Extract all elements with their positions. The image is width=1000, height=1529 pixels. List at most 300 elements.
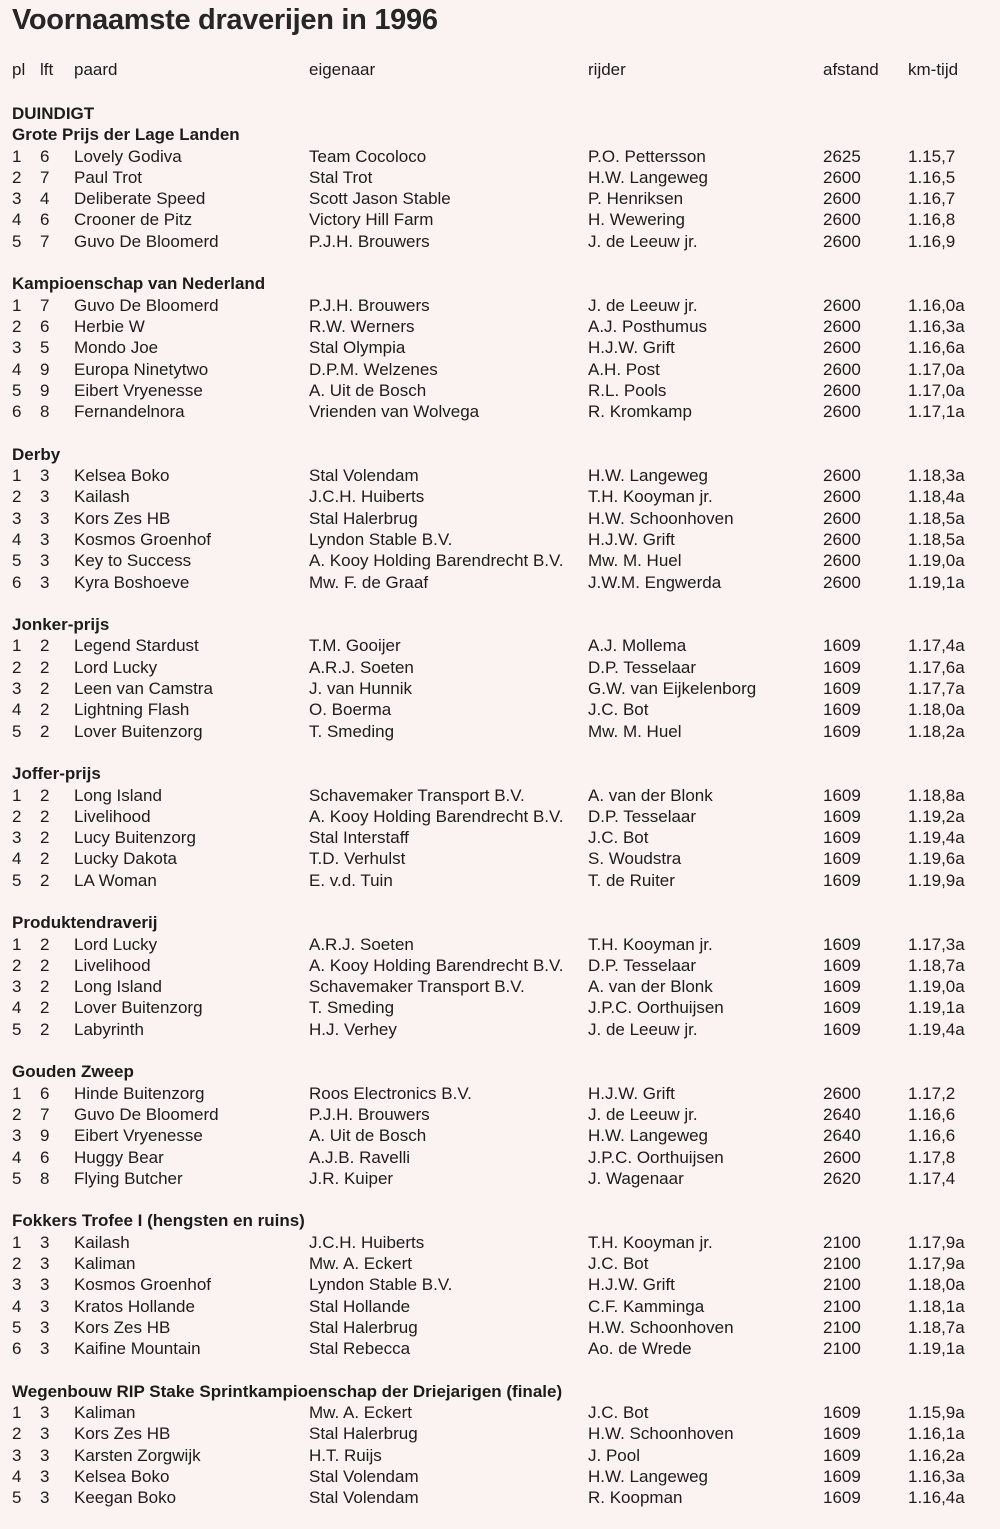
section-spacer bbox=[0, 742, 1000, 763]
cell-kmtijd: 1.17,9a bbox=[908, 1254, 965, 1274]
cell-paard: Kosmos Groenhof bbox=[74, 529, 212, 549]
cell-kmtijd: 1.18,0a bbox=[908, 1275, 965, 1295]
cell-paard: Kelsea Boko bbox=[74, 466, 170, 486]
cell-paard: Long Island bbox=[74, 977, 162, 997]
cell-afstand: 1609 bbox=[823, 828, 861, 848]
cell-paard: Kaifine Mountain bbox=[74, 1339, 201, 1359]
cell-pl: 3 bbox=[12, 189, 22, 209]
cell-rijder: J.P.C. Oorthuijsen bbox=[588, 1147, 724, 1167]
header-pl: pl bbox=[12, 60, 26, 79]
cell-paard: LA Woman bbox=[74, 870, 157, 890]
cell-lft: 7 bbox=[40, 167, 50, 187]
cell-paard: Kors Zes HB bbox=[74, 508, 171, 528]
cell-rijder: A.H. Post bbox=[588, 359, 660, 379]
result-row bbox=[0, 1253, 1000, 1274]
cell-pl: 2 bbox=[12, 487, 22, 507]
section-spacer bbox=[0, 1040, 1000, 1061]
cell-pl: 5 bbox=[12, 1019, 22, 1039]
cell-eigenaar: J.C.H. Huiberts bbox=[309, 1232, 425, 1252]
cell-pl: 3 bbox=[12, 828, 22, 848]
cell-rijder: G.W. van Eijkelenborg bbox=[588, 679, 757, 699]
cell-kmtijd: 1.18,2a bbox=[908, 721, 965, 741]
result-row bbox=[0, 572, 1000, 593]
race-title: Wegenbouw RIP Stake Sprintkampioenschap der Driejarigen (finale) bbox=[12, 1381, 563, 1401]
race-title: Jonker-prijs bbox=[12, 615, 110, 635]
cell-pl: 3 bbox=[12, 338, 22, 358]
cell-eigenaar: P.J.H. Brouwers bbox=[309, 231, 430, 251]
result-row bbox=[0, 785, 1000, 806]
cell-pl: 1 bbox=[12, 785, 22, 805]
cell-eigenaar: A. Kooy Holding Barendrecht B.V. bbox=[309, 806, 564, 826]
cell-afstand: 1609 bbox=[823, 977, 861, 997]
cell-paard: Lord Lucky bbox=[74, 657, 158, 677]
cell-paard: Deliberate Speed bbox=[74, 189, 206, 209]
cell-pl: 4 bbox=[12, 210, 22, 230]
race-section bbox=[0, 273, 1000, 422]
cell-lft: 3 bbox=[40, 1275, 50, 1295]
cell-paard: Lightning Flash bbox=[74, 700, 190, 720]
cell-paard: Lucy Buitenzorg bbox=[74, 828, 196, 848]
cell-afstand: 2600 bbox=[823, 466, 861, 486]
cell-paard: Crooner de Pitz bbox=[74, 210, 193, 230]
cell-kmtijd: 1.19,0a bbox=[908, 977, 965, 997]
cell-lft: 6 bbox=[40, 210, 50, 230]
result-row bbox=[0, 337, 1000, 358]
cell-paard: Kailash bbox=[74, 1232, 130, 1252]
cell-pl: 2 bbox=[12, 167, 22, 187]
result-row bbox=[0, 678, 1000, 699]
section-spacer bbox=[0, 1360, 1000, 1381]
cell-lft: 3 bbox=[40, 551, 50, 571]
result-row bbox=[0, 1317, 1000, 1338]
cell-lft: 2 bbox=[40, 785, 50, 805]
cell-kmtijd: 1.16,7 bbox=[908, 189, 956, 209]
result-row bbox=[0, 209, 1000, 230]
cell-lft: 7 bbox=[40, 1104, 50, 1124]
cell-paard: Eibert Vryenesse bbox=[74, 380, 203, 400]
cell-lft: 2 bbox=[40, 828, 50, 848]
result-row bbox=[0, 1125, 1000, 1146]
cell-eigenaar: Stal Volendam bbox=[309, 1488, 419, 1508]
cell-lft: 3 bbox=[40, 487, 50, 507]
cell-rijder: J. Pool bbox=[588, 1445, 640, 1465]
cell-pl: 2 bbox=[12, 955, 22, 975]
cell-lft: 2 bbox=[40, 721, 50, 741]
cell-kmtijd: 1.18,7a bbox=[908, 1317, 965, 1337]
cell-eigenaar: J.R. Kuiper bbox=[309, 1168, 394, 1188]
cell-paard: Lucky Dakota bbox=[74, 849, 177, 869]
cell-eigenaar: Stal Volendam bbox=[309, 466, 419, 486]
cell-lft: 5 bbox=[40, 338, 50, 358]
cell-paard: Kors Zes HB bbox=[74, 1424, 171, 1444]
cell-pl: 3 bbox=[12, 679, 22, 699]
cell-eigenaar: Stal Halerbrug bbox=[309, 1424, 418, 1444]
result-row bbox=[0, 934, 1000, 955]
cell-eigenaar: Stal Halerbrug bbox=[309, 508, 418, 528]
cell-eigenaar: Lyndon Stable B.V. bbox=[309, 529, 453, 549]
cell-lft: 7 bbox=[40, 295, 50, 315]
result-row bbox=[0, 1445, 1000, 1466]
cell-eigenaar: Team Cocoloco bbox=[309, 146, 427, 166]
cell-kmtijd: 1.17,0a bbox=[908, 380, 965, 400]
cell-afstand: 2100 bbox=[823, 1254, 861, 1274]
cell-afstand: 1609 bbox=[823, 806, 861, 826]
cell-afstand: 2600 bbox=[823, 487, 861, 507]
cell-paard: Long Island bbox=[74, 785, 162, 805]
result-row bbox=[0, 976, 1000, 997]
cell-paard: Keegan Boko bbox=[74, 1488, 177, 1508]
cell-rijder: J.C. Bot bbox=[588, 1254, 649, 1274]
cell-rijder: Ao. de Wrede bbox=[588, 1339, 692, 1359]
cell-afstand: 1609 bbox=[823, 636, 861, 656]
cell-pl: 5 bbox=[12, 231, 22, 251]
cell-rijder: H.J.W. Grift bbox=[588, 529, 675, 549]
race-section bbox=[0, 763, 1000, 891]
cell-eigenaar: Stal Rebecca bbox=[309, 1339, 411, 1359]
cell-rijder: H.W. Schoonhoven bbox=[588, 1317, 734, 1337]
cell-rijder: J. de Leeuw jr. bbox=[588, 231, 698, 251]
result-row bbox=[0, 997, 1000, 1018]
cell-rijder: J.C. Bot bbox=[588, 700, 649, 720]
cell-paard: Guvo De Bloomerd bbox=[74, 231, 219, 251]
cell-paard: Kosmos Groenhof bbox=[74, 1275, 212, 1295]
cell-afstand: 1609 bbox=[823, 1019, 861, 1039]
cell-afstand: 1609 bbox=[823, 1445, 861, 1465]
cell-paard: Leen van Camstra bbox=[74, 679, 213, 699]
cell-lft: 9 bbox=[40, 359, 50, 379]
cell-paard: Lord Lucky bbox=[74, 934, 158, 954]
cell-pl: 1 bbox=[12, 934, 22, 954]
cell-rijder: H.W. Langeweg bbox=[588, 1467, 709, 1486]
cell-afstand: 1609 bbox=[823, 679, 861, 699]
cell-kmtijd: 1.17,1a bbox=[908, 402, 965, 422]
cell-eigenaar: Mw. A. Eckert bbox=[309, 1254, 412, 1274]
race-title: Kampioenschap van Nederland bbox=[12, 274, 266, 294]
race-title: Derby bbox=[12, 444, 61, 464]
cell-paard: Kaliman bbox=[74, 1254, 136, 1274]
cell-rijder: D.P. Tesselaar bbox=[588, 657, 697, 677]
cell-lft: 7 bbox=[40, 231, 50, 251]
cell-eigenaar: Mw. A. Eckert bbox=[309, 1403, 412, 1423]
cell-kmtijd: 1.17,8 bbox=[908, 1147, 956, 1167]
cell-kmtijd: 1.17,3a bbox=[908, 934, 965, 954]
cell-afstand: 1609 bbox=[823, 870, 861, 890]
cell-afstand: 2600 bbox=[823, 529, 861, 549]
cell-rijder: D.P. Tesselaar bbox=[588, 955, 697, 975]
cell-paard: Labyrinth bbox=[74, 1019, 144, 1039]
cell-paard: Flying Butcher bbox=[74, 1168, 183, 1188]
result-row bbox=[0, 1423, 1000, 1444]
cell-pl: 4 bbox=[12, 359, 22, 379]
cell-lft: 6 bbox=[40, 1083, 50, 1103]
cell-kmtijd: 1.16,0a bbox=[908, 295, 965, 315]
cell-rijder: J. Wagenaar bbox=[588, 1168, 684, 1188]
result-row bbox=[0, 1487, 1000, 1508]
result-row bbox=[0, 1296, 1000, 1317]
result-row bbox=[0, 1168, 1000, 1189]
cell-eigenaar: Lyndon Stable B.V. bbox=[309, 1275, 453, 1295]
result-row bbox=[0, 1466, 1000, 1487]
cell-rijder: A.J. Mollema bbox=[588, 636, 687, 656]
cell-eigenaar: P.J.H. Brouwers bbox=[309, 295, 430, 315]
cell-eigenaar: R.W. Werners bbox=[309, 316, 415, 336]
header-kmtijd: km-tijd bbox=[908, 60, 959, 79]
cell-paard: Lover Buitenzorg bbox=[74, 721, 203, 741]
result-row bbox=[0, 1232, 1000, 1253]
cell-pl: 5 bbox=[12, 870, 22, 890]
cell-kmtijd: 1.15,9a bbox=[908, 1403, 965, 1423]
cell-pl: 1 bbox=[12, 1083, 22, 1103]
cell-kmtijd: 1.19,4a bbox=[908, 828, 965, 848]
section-spacer bbox=[0, 1189, 1000, 1210]
cell-afstand: 1609 bbox=[823, 721, 861, 741]
cell-afstand: 1609 bbox=[823, 1424, 861, 1444]
cell-afstand: 1609 bbox=[823, 1403, 861, 1423]
cell-pl: 3 bbox=[12, 977, 22, 997]
cell-paard: Kyra Boshoeve bbox=[74, 572, 190, 592]
cell-pl: 2 bbox=[12, 1254, 22, 1274]
cell-afstand: 1609 bbox=[823, 849, 861, 869]
cell-kmtijd: 1.19,6a bbox=[908, 849, 965, 869]
cell-rijder: R. Koopman bbox=[588, 1488, 683, 1508]
cell-pl: 4 bbox=[12, 529, 22, 549]
cell-kmtijd: 1.19,4a bbox=[908, 1019, 965, 1039]
cell-afstand: 2100 bbox=[823, 1232, 861, 1252]
cell-rijder: T.H. Kooyman jr. bbox=[588, 487, 713, 507]
cell-afstand: 2100 bbox=[823, 1275, 861, 1295]
cell-eigenaar: Stal Olympia bbox=[309, 338, 406, 358]
cell-lft: 2 bbox=[40, 870, 50, 890]
cell-kmtijd: 1.16,1a bbox=[908, 1424, 965, 1444]
cell-eigenaar: T.D. Verhulst bbox=[309, 849, 406, 869]
cell-eigenaar: Scott Jason Stable bbox=[309, 189, 451, 209]
cell-rijder: C.F. Kamminga bbox=[588, 1296, 705, 1316]
cell-eigenaar: Victory Hill Farm bbox=[309, 210, 434, 230]
cell-kmtijd: 1.19,9a bbox=[908, 870, 965, 890]
cell-lft: 2 bbox=[40, 657, 50, 677]
cell-pl: 6 bbox=[12, 572, 22, 592]
cell-lft: 3 bbox=[40, 529, 50, 549]
cell-kmtijd: 1.15,7 bbox=[908, 146, 956, 166]
cell-kmtijd: 1.17,6a bbox=[908, 657, 965, 677]
cell-afstand: 2600 bbox=[823, 316, 861, 336]
result-row bbox=[0, 806, 1000, 827]
cell-kmtijd: 1.18,0a bbox=[908, 700, 965, 720]
result-row bbox=[0, 699, 1000, 720]
cell-afstand: 2100 bbox=[823, 1339, 861, 1359]
cell-eigenaar: Stal Volendam bbox=[309, 1467, 419, 1486]
cell-pl: 1 bbox=[12, 466, 22, 486]
cell-pl: 3 bbox=[12, 1126, 22, 1146]
cell-rijder: H.J.W. Grift bbox=[588, 1275, 675, 1295]
cell-eigenaar: T. Smeding bbox=[309, 721, 395, 741]
cell-paard: Lover Buitenzorg bbox=[74, 998, 203, 1018]
cell-lft: 6 bbox=[40, 1147, 50, 1167]
cell-rijder: A. van der Blonk bbox=[588, 977, 713, 997]
cell-afstand: 1609 bbox=[823, 1488, 861, 1508]
cell-rijder: R.L. Pools bbox=[588, 380, 667, 400]
cell-rijder: H.J.W. Grift bbox=[588, 1083, 675, 1103]
cell-lft: 2 bbox=[40, 700, 50, 720]
cell-lft: 6 bbox=[40, 316, 50, 336]
cell-paard: Kors Zes HB bbox=[74, 1317, 171, 1337]
cell-lft: 2 bbox=[40, 849, 50, 869]
result-row bbox=[0, 1402, 1000, 1423]
cell-eigenaar: Stal Interstaff bbox=[309, 828, 409, 848]
result-row bbox=[0, 508, 1000, 529]
result-row bbox=[0, 1083, 1000, 1104]
result-row bbox=[0, 316, 1000, 337]
cell-afstand: 2600 bbox=[823, 189, 861, 209]
cell-eigenaar: A. Uit de Bosch bbox=[309, 1126, 427, 1146]
cell-lft: 3 bbox=[40, 1296, 50, 1316]
cell-pl: 2 bbox=[12, 657, 22, 677]
cell-afstand: 1609 bbox=[823, 998, 861, 1018]
cell-kmtijd: 1.18,1a bbox=[908, 1296, 965, 1316]
cell-eigenaar: Schavemaker Transport B.V. bbox=[309, 977, 525, 997]
cell-kmtijd: 1.16,9 bbox=[908, 231, 956, 251]
result-row bbox=[0, 146, 1000, 167]
cell-eigenaar: A.R.J. Soeten bbox=[309, 657, 414, 677]
cell-pl: 4 bbox=[12, 1467, 22, 1486]
cell-lft: 9 bbox=[40, 1126, 50, 1146]
result-row bbox=[0, 295, 1000, 316]
cell-lft: 2 bbox=[40, 636, 50, 656]
cell-rijder: P. Henriksen bbox=[588, 189, 684, 209]
cell-paard: Kaliman bbox=[74, 1403, 136, 1423]
cell-kmtijd: 1.16,2a bbox=[908, 1445, 965, 1465]
cell-rijder: H.W. Schoonhoven bbox=[588, 508, 734, 528]
result-row bbox=[0, 827, 1000, 848]
cell-paard: Fernandelnora bbox=[74, 402, 185, 422]
cell-afstand: 2600 bbox=[823, 380, 861, 400]
cell-pl: 3 bbox=[12, 508, 22, 528]
cell-rijder: T. de Ruiter bbox=[588, 870, 675, 890]
cell-pl: 3 bbox=[12, 1275, 22, 1295]
cell-lft: 3 bbox=[40, 466, 50, 486]
cell-paard: Key to Success bbox=[74, 551, 192, 571]
cell-lft: 4 bbox=[40, 189, 50, 209]
cell-rijder: Mw. M. Huel bbox=[588, 721, 682, 741]
cell-afstand: 2600 bbox=[823, 359, 861, 379]
cell-lft: 2 bbox=[40, 998, 50, 1018]
result-row bbox=[0, 486, 1000, 507]
cell-rijder: R. Kromkamp bbox=[588, 402, 692, 422]
cell-rijder: A. van der Blonk bbox=[588, 785, 713, 805]
cell-lft: 8 bbox=[40, 1168, 50, 1188]
cell-rijder: J.C. Bot bbox=[588, 828, 649, 848]
cell-pl: 4 bbox=[12, 998, 22, 1018]
cell-rijder: J. de Leeuw jr. bbox=[588, 295, 698, 315]
race-title: Fokkers Trofee I (hengsten en ruins) bbox=[12, 1211, 305, 1231]
cell-rijder: H.W. Langeweg bbox=[588, 167, 709, 187]
cell-afstand: 2600 bbox=[823, 572, 861, 592]
region-heading: DUINDIGT bbox=[12, 104, 95, 123]
cell-lft: 2 bbox=[40, 934, 50, 954]
cell-paard: Kelsea Boko bbox=[74, 1467, 170, 1486]
cell-eigenaar: Stal Trot bbox=[309, 167, 373, 187]
cell-kmtijd: 1.19,1a bbox=[908, 998, 965, 1018]
result-row bbox=[0, 1019, 1000, 1040]
cell-pl: 5 bbox=[12, 551, 22, 571]
cell-eigenaar: E. v.d. Tuin bbox=[309, 870, 393, 890]
cell-rijder: T.H. Kooyman jr. bbox=[588, 1232, 713, 1252]
cell-afstand: 2640 bbox=[823, 1104, 861, 1124]
cell-rijder: Mw. M. Huel bbox=[588, 551, 682, 571]
cell-kmtijd: 1.18,5a bbox=[908, 508, 965, 528]
cell-pl: 5 bbox=[12, 1488, 22, 1508]
cell-rijder: T.H. Kooyman jr. bbox=[588, 934, 713, 954]
race-section bbox=[0, 1381, 1000, 1509]
cell-kmtijd: 1.18,5a bbox=[908, 529, 965, 549]
cell-pl: 4 bbox=[12, 1147, 22, 1167]
race-title: Gouden Zweep bbox=[12, 1062, 134, 1082]
cell-kmtijd: 1.18,7a bbox=[908, 955, 965, 975]
cell-kmtijd: 1.17,7a bbox=[908, 679, 965, 699]
result-row bbox=[0, 401, 1000, 422]
cell-rijder: A.J. Posthumus bbox=[588, 316, 708, 336]
cell-pl: 4 bbox=[12, 1296, 22, 1316]
cell-pl: 5 bbox=[12, 1168, 22, 1188]
cell-rijder: J. de Leeuw jr. bbox=[588, 1019, 698, 1039]
cell-lft: 3 bbox=[40, 1403, 50, 1423]
cell-paard: Livelihood bbox=[74, 806, 151, 826]
cell-kmtijd: 1.17,2 bbox=[908, 1083, 956, 1103]
cell-pl: 5 bbox=[12, 380, 22, 400]
header-lft: lft bbox=[40, 60, 54, 79]
result-row bbox=[0, 870, 1000, 891]
cell-eigenaar: A. Kooy Holding Barendrecht B.V. bbox=[309, 955, 564, 975]
cell-pl: 1 bbox=[12, 295, 22, 315]
result-row bbox=[0, 721, 1000, 742]
section-spacer bbox=[0, 891, 1000, 912]
cell-lft: 3 bbox=[40, 1445, 50, 1465]
result-row bbox=[0, 465, 1000, 486]
cell-rijder: J. de Leeuw jr. bbox=[588, 1104, 698, 1124]
cell-kmtijd: 1.16,3a bbox=[908, 316, 965, 336]
result-row bbox=[0, 231, 1000, 252]
cell-pl: 2 bbox=[12, 1104, 22, 1124]
cell-kmtijd: 1.19,1a bbox=[908, 1339, 965, 1359]
cell-rijder: H.W. Langeweg bbox=[588, 1126, 709, 1146]
race-section bbox=[0, 912, 1000, 1040]
cell-rijder: J.W.M. Engwerda bbox=[588, 572, 722, 592]
cell-paard: Hinde Buitenzorg bbox=[74, 1083, 205, 1103]
race-section bbox=[0, 124, 1000, 252]
cell-kmtijd: 1.17,0a bbox=[908, 359, 965, 379]
page-title: Voornaamste draverijen in 1996 bbox=[12, 4, 438, 36]
cell-lft: 3 bbox=[40, 1488, 50, 1508]
cell-kmtijd: 1.16,5 bbox=[908, 167, 956, 187]
cell-lft: 2 bbox=[40, 977, 50, 997]
cell-eigenaar: Stal Hollande bbox=[309, 1296, 411, 1316]
cell-afstand: 2600 bbox=[823, 1147, 861, 1167]
race-title: Produktendraverij bbox=[12, 913, 158, 933]
cell-pl: 1 bbox=[12, 1403, 22, 1423]
cell-paard: Guvo De Bloomerd bbox=[74, 295, 219, 315]
cell-eigenaar: Schavemaker Transport B.V. bbox=[309, 785, 525, 805]
cell-rijder: H. Wewering bbox=[588, 210, 685, 230]
cell-pl: 1 bbox=[12, 636, 22, 656]
cell-afstand: 2600 bbox=[823, 551, 861, 571]
cell-kmtijd: 1.16,6a bbox=[908, 338, 965, 358]
cell-eigenaar: J.C.H. Huiberts bbox=[309, 487, 425, 507]
cell-pl: 1 bbox=[12, 1232, 22, 1252]
header-paard: paard bbox=[74, 60, 118, 79]
result-row bbox=[0, 657, 1000, 678]
cell-lft: 9 bbox=[40, 380, 50, 400]
cell-eigenaar: Roos Electronics B.V. bbox=[309, 1083, 472, 1103]
